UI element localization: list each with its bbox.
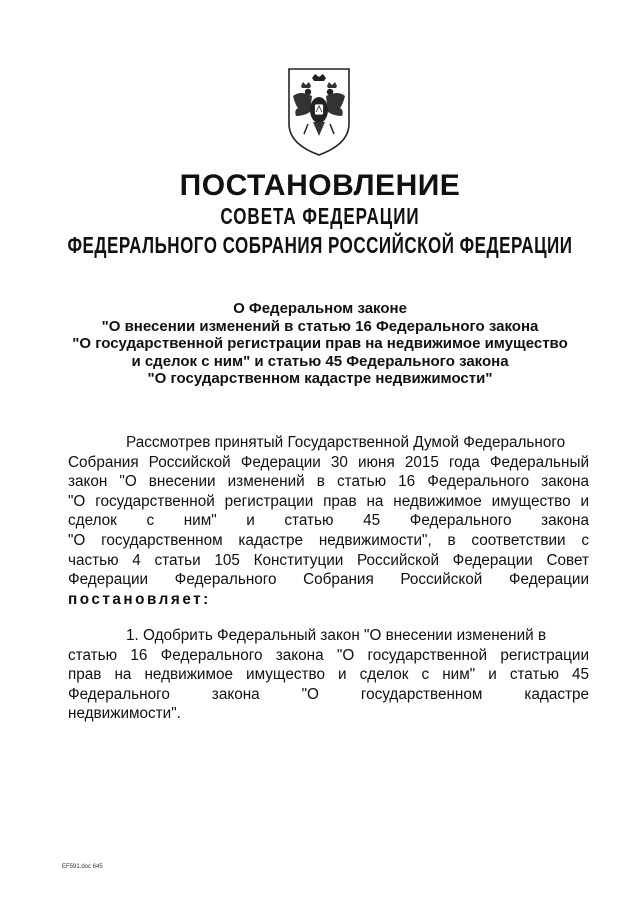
body-line: Рассмотрев принятый Государственной Думой Федерального bbox=[126, 434, 566, 451]
resolves-word: постановляет: bbox=[68, 590, 211, 608]
issuer-line-1: СОВЕТА ФЕДЕРАЦИИ bbox=[220, 203, 420, 230]
subject-line: О Федеральном законе bbox=[233, 300, 407, 317]
body-line: 1. Одобрить Федеральный закон "О внесении изменений в bbox=[126, 627, 547, 644]
coat-of-arms-emblem bbox=[286, 66, 352, 158]
body-line: Федерального закона "О государственном кадастре bbox=[68, 685, 589, 703]
document-code: EF591.doc 645 bbox=[62, 864, 103, 870]
resolution-item-1 bbox=[68, 626, 589, 724]
body-line: "О государственной регистрации прав на недвижимое имущество и bbox=[68, 492, 589, 510]
body-line: сделок с ним" и статью 45 Федерального закона bbox=[68, 512, 589, 530]
body-line: закон "О внесении изменений в статью 16 Федерального закона bbox=[68, 473, 589, 491]
document-subject bbox=[60, 300, 580, 388]
subject-line: "О внесении изменений в статью 16 Федерального закона bbox=[101, 317, 539, 335]
subject-line: "О государственной регистрации прав на недвижимое имущество bbox=[72, 335, 568, 352]
subject-line: "О государственном кадастре недвижимости" bbox=[147, 370, 493, 387]
issuer-line-2: ФЕДЕРАЛЬНОГО СОБРАНИЯ РОССИЙСКОЙ ФЕДЕРАЦИИ bbox=[67, 232, 573, 259]
subject-line: и сделок с ним" и статью 45 Федерального закона bbox=[131, 352, 509, 370]
body-line: прав на недвижимое имущество и сделок с ним" и статью 45 bbox=[68, 666, 589, 684]
preamble-paragraph bbox=[68, 433, 589, 609]
body-line: Федерации Федерального Собрания Российской Федерации bbox=[68, 571, 589, 589]
body-line: "О государственном кадастре недвижимости", в соответствии с bbox=[68, 531, 589, 549]
body-line: частью 4 статьи 105 Конституции Российской Федерации Совет bbox=[68, 551, 589, 569]
body-line: Собрания Российской Федерации 30 июня 2015 года Федеральный bbox=[68, 453, 589, 471]
body-line: статью 16 Федерального закона "О государственной регистрации bbox=[68, 646, 589, 664]
document-title: ПОСТАНОВЛЕНИЕ bbox=[179, 169, 461, 202]
body-line: недвижимости". bbox=[68, 705, 181, 723]
